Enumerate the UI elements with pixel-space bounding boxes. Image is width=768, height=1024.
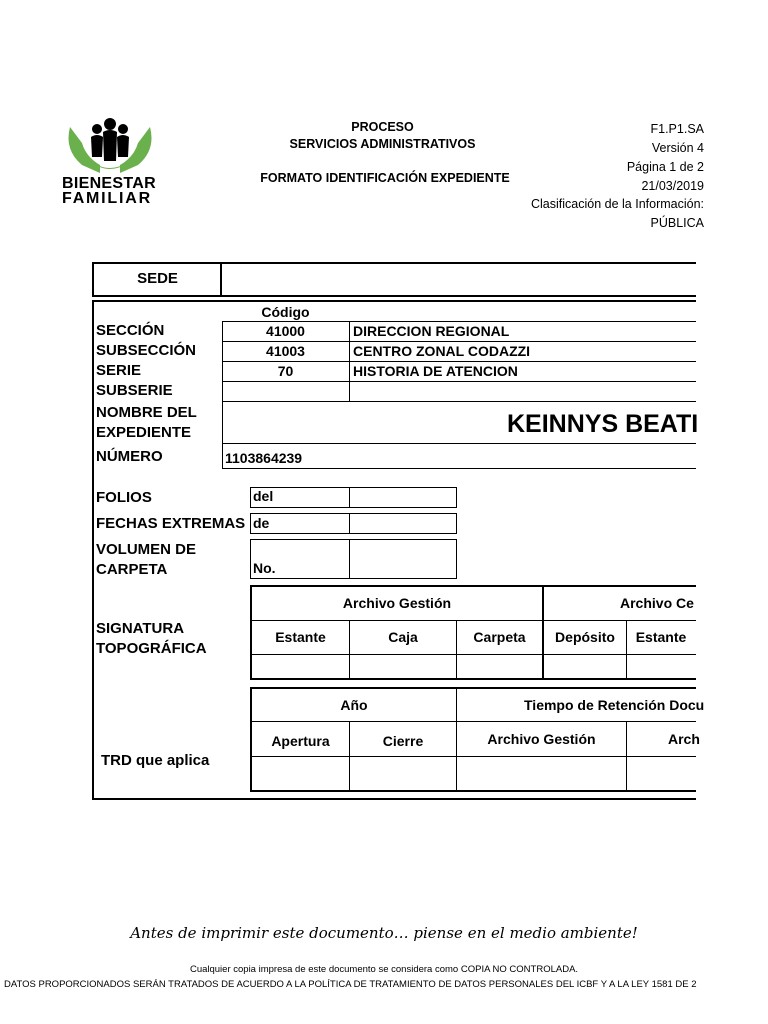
numero-label: NÚMERO [96, 448, 163, 465]
sig-archivo-central: Archivo Ce [620, 595, 694, 611]
signatura-label-2: TOPOGRÁFICA [96, 640, 207, 657]
header-servicios: SERVICIOS ADMINISTRATIVOS [289, 137, 476, 151]
volumen-label-2: CARPETA [96, 561, 168, 578]
subseccion-name: CENTRO ZONAL CODAZZI [353, 343, 531, 359]
header-date: 21/03/2019 [641, 179, 704, 193]
subserie-label: SUBSERIE [96, 382, 173, 399]
header-publica: PÚBLICA [650, 216, 704, 230]
folios-label: FOLIOS [96, 489, 152, 506]
icbf-logo [60, 115, 160, 210]
subseccion-label: SUBSECCIÓN [96, 342, 197, 359]
sig-archivo-gestion: Archivo Gestión [342, 595, 452, 611]
logo-text-familiar: FAMILIAR [62, 190, 152, 207]
seccion-code: 41000 [266, 323, 305, 339]
volumen-no: No. [253, 560, 276, 576]
footer-datos: DATOS PROPORCIONADOS SERÁN TRATADOS DE ACUERDO A LA POLÍTICA DE TRATAMIENTO DE DATOS PERSONALES DEL ICBF Y A LA LEY 1581 DE 2 [4, 979, 697, 990]
family-hands-icon [60, 115, 160, 177]
header-clasificacion: Clasificación de la Información: [531, 197, 704, 211]
header-version: Versión 4 [651, 141, 704, 155]
serie-label: SERIE [96, 362, 142, 379]
seccion-label: SECCIÓN [96, 322, 165, 339]
trd-tiempo: Tiempo de Retención Docu [524, 697, 705, 713]
trd-apertura: Apertura [271, 733, 330, 749]
nombre-label-2: EXPEDIENTE [96, 424, 192, 441]
serie-name: HISTORIA DE ATENCION [353, 363, 518, 379]
sig-col-estante: Estante [275, 629, 326, 645]
trd-anio: Año [340, 697, 368, 713]
nombre-value: KEINNYS BEATI [507, 410, 699, 438]
codigo-header: Código [261, 304, 310, 320]
numero-value: 1103864239 [225, 450, 303, 466]
sig-col-estante-2: Estante [635, 629, 687, 645]
footer-copia: Cualquier copia impresa de este documento se considera como COPIA NO CONTROLADA. [189, 964, 579, 975]
volumen-label-1: VOLUMEN DE [96, 541, 197, 558]
trd-cierre: Cierre [382, 733, 424, 749]
fechas-label: FECHAS EXTREMAS [96, 515, 246, 532]
sig-col-deposito: Depósito [555, 629, 615, 645]
sig-col-carpeta: Carpeta [473, 629, 526, 645]
serie-code: 70 [277, 363, 294, 379]
trd-archivo-gestion: Archivo Gestión [487, 731, 596, 747]
nombre-label-1: NOMBRE DEL [96, 404, 197, 421]
signatura-label-1: SIGNATURA [96, 620, 185, 637]
folios-del: del [253, 488, 274, 504]
trd-label: TRD que aplica [101, 752, 210, 769]
sig-col-caja: Caja [388, 629, 418, 645]
seccion-name: DIRECCION REGIONAL [353, 323, 510, 339]
subseccion-code: 41003 [266, 343, 305, 359]
header-proceso: PROCESO [351, 120, 414, 134]
logo-text-bienestar: BIENESTAR [62, 175, 156, 192]
trd-archivo-c: Arch [668, 731, 700, 747]
sede-label: SEDE [137, 270, 178, 287]
header-code: F1.P1.SA [650, 122, 704, 136]
footer-motto: Antes de imprimir este documento… piense en el medio ambiente! [130, 924, 638, 942]
header-formato: FORMATO IDENTIFICACIÓN EXPEDIENTE [260, 171, 510, 185]
fechas-de: de [253, 515, 270, 531]
header-page: Página 1 de 2 [626, 160, 704, 174]
